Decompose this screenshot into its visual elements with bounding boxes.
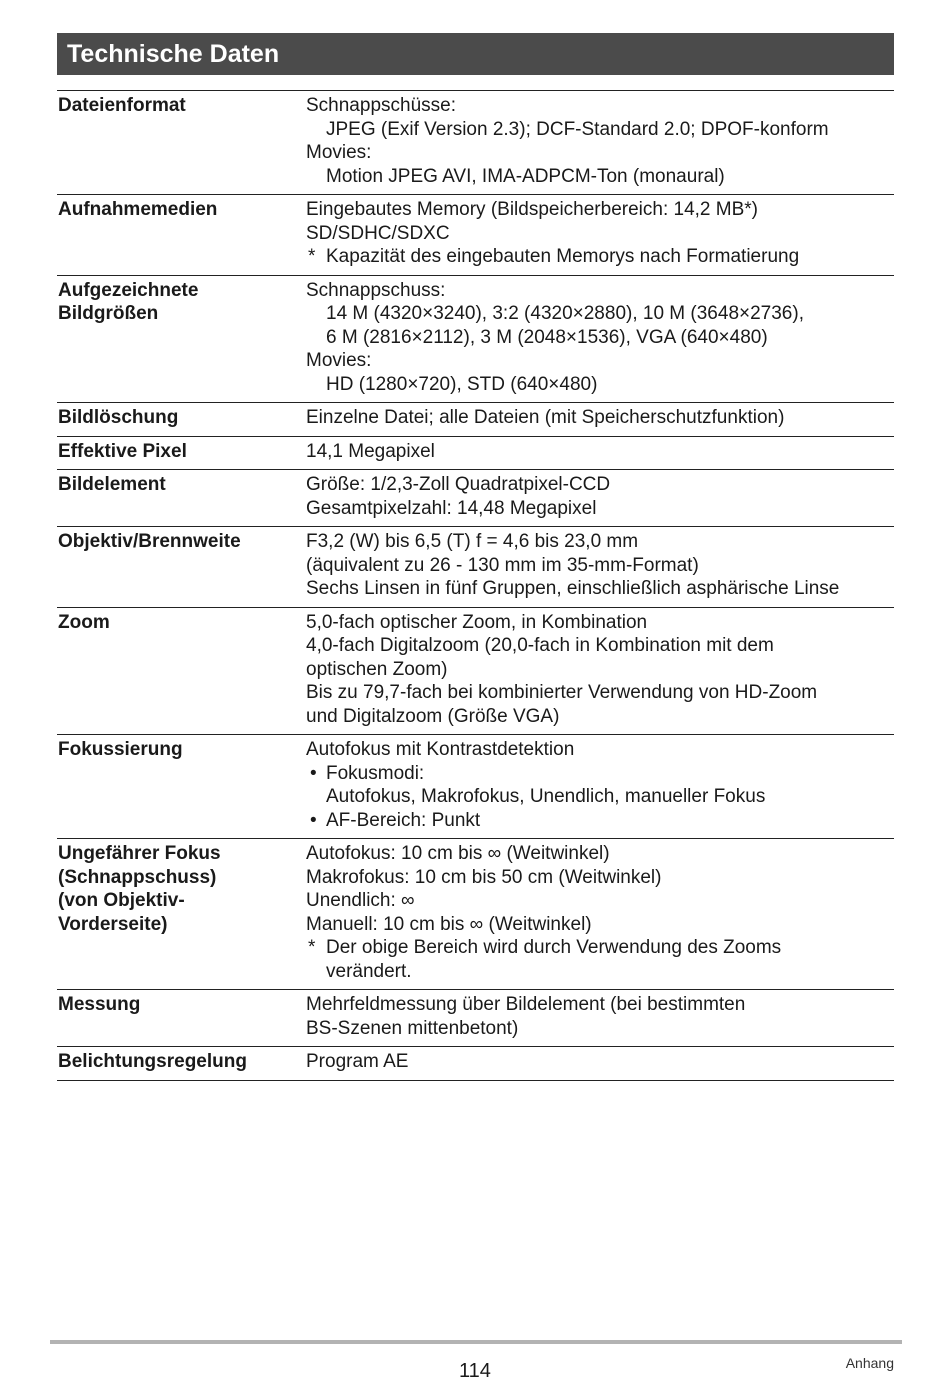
spec-row — [57, 437, 894, 471]
spec-value-line: Einzelne Datei; alle Dateien (mit Speicherschutzfunktion) — [306, 407, 785, 428]
spec-value-line: und Digitalzoom (Größe VGA) — [306, 705, 560, 727]
spec-label-line: Messung — [58, 994, 141, 1015]
spec-value-line: SD/SDHC/SDXC — [306, 222, 450, 244]
spec-label-line: Objektiv/Brennweite — [58, 531, 241, 552]
spec-value-line: Schnappschuss: — [306, 279, 446, 301]
page-title: Technische Daten — [57, 33, 894, 75]
spec-value-line: 5,0-fach optischer Zoom, in Kombination — [306, 611, 648, 633]
spec-label-line: Bildlöschung — [58, 407, 179, 428]
spec-value-line: optischen Zoom) — [306, 658, 448, 680]
spec-label — [57, 530, 306, 601]
spec-value-line: Movies: — [306, 142, 372, 163]
spec-row — [57, 470, 894, 527]
spec-label-line: Belichtungsregelung — [58, 1051, 247, 1072]
spec-value-line: 14,1 Megapixel — [306, 440, 435, 462]
page-number: 114 — [459, 1360, 491, 1382]
spec-value — [306, 530, 894, 601]
spec-value-line: • AF-Bereich: Punkt — [306, 809, 894, 833]
spec-value-line: Sechs Linsen in fünf Gruppen, einschließlich asphärische Linse — [306, 578, 840, 599]
spec-value-line: Mehrfeldmessung über Bildelement (bei bestimmten — [306, 994, 746, 1015]
spec-row — [57, 608, 894, 736]
spec-row — [57, 195, 894, 276]
spec-value-line: (äquivalent zu 26 - 130 mm im 35-mm-Format) — [306, 554, 699, 576]
spec-value — [306, 738, 894, 832]
spec-label-line: Fokussierung — [58, 739, 183, 760]
spec-value-line: JPEG (Exif Version 2.3); DCF-Standard 2.0; DPOF-konform — [326, 118, 829, 140]
spec-value-line: Manuell: 10 cm bis ∞ (Weitwinkel) — [306, 913, 592, 935]
spec-value — [306, 198, 894, 269]
spec-value — [306, 440, 894, 464]
spec-label-line: Bildgrößen — [58, 303, 159, 324]
spec-label — [57, 993, 306, 1040]
spec-label-line: Aufgezeichnete — [58, 279, 199, 301]
section-name: Anhang — [845, 1355, 894, 1371]
spec-value-line: Autofokus, Makrofokus, Unendlich, manueller Fokus — [326, 786, 766, 807]
spec-label — [57, 473, 306, 520]
spec-value-line: Eingebautes Memory (Bildspeicherbereich: 14,2 MB*) — [306, 199, 758, 220]
spec-value — [306, 279, 894, 397]
spec-label — [57, 198, 306, 269]
spec-value-line: Autofokus: 10 cm bis ∞ (Weitwinkel) — [306, 843, 610, 864]
spec-label-line: Aufnahmemedien — [58, 199, 218, 220]
spec-value-line: Schnappschüsse: — [306, 95, 456, 116]
footer-divider — [50, 1340, 902, 1344]
spec-label — [57, 611, 306, 729]
spec-value-line: verändert. — [326, 960, 412, 982]
spec-label — [57, 738, 306, 832]
spec-row — [57, 1047, 894, 1081]
spec-value — [306, 1050, 894, 1074]
spec-row — [57, 276, 894, 404]
spec-value-line: BS-Szenen mittenbetont) — [306, 1017, 519, 1039]
spec-value — [306, 473, 894, 520]
spec-row — [57, 91, 894, 195]
spec-label-line: Dateienformat — [58, 95, 186, 116]
spec-label — [57, 842, 306, 983]
spec-label-line: Ungefährer Fokus — [58, 843, 221, 864]
spec-label — [57, 406, 306, 430]
spec-value-line: 4,0-fach Digitalzoom (20,0-fach in Kombination mit dem — [306, 635, 774, 656]
spec-value-line: 14 M (4320×3240), 3:2 (4320×2880), 10 M (3648×2736), — [326, 303, 804, 324]
spec-label — [57, 279, 306, 397]
spec-value — [306, 406, 894, 430]
spec-label-line: (Schnappschuss) — [58, 866, 217, 888]
spec-value-line: Unendlich: ∞ — [306, 890, 415, 911]
spec-label — [57, 1050, 306, 1074]
spec-label — [57, 94, 306, 188]
spec-label-line: Zoom — [58, 611, 110, 633]
spec-value-line: * Der obige Bereich wird durch Verwendung des Zooms — [306, 936, 894, 960]
spec-value-line: * Kapazität des eingebauten Memorys nach Formatierung — [306, 245, 894, 269]
spec-row — [57, 839, 894, 990]
spec-label-line: Bildelement — [58, 474, 166, 495]
spec-row — [57, 403, 894, 437]
spec-value-line: HD (1280×720), STD (640×480) — [326, 373, 598, 395]
spec-value-line: Größe: 1/2,3-Zoll Quadratpixel-CCD — [306, 474, 611, 495]
spec-label — [57, 440, 306, 464]
spec-value-line: Motion JPEG AVI, IMA-ADPCM-Ton (monaural) — [326, 165, 725, 187]
spec-value-line: 6 M (2816×2112), 3 M (2048×1536), VGA (640×480) — [326, 326, 768, 348]
spec-row — [57, 527, 894, 608]
spec-value-line: Movies: — [306, 350, 372, 371]
spec-value — [306, 993, 894, 1040]
spec-row — [57, 735, 894, 839]
spec-value-line: Gesamtpixelzahl: 14,48 Megapixel — [306, 497, 597, 519]
spec-label-line: Vorderseite) — [58, 913, 168, 935]
spec-row — [57, 990, 894, 1047]
spec-value-line: Autofokus mit Kontrastdetektion — [306, 739, 575, 760]
spec-value — [306, 842, 894, 983]
spec-value-line: • Fokusmodi: — [306, 762, 894, 786]
spec-label-line: Effektive Pixel — [58, 440, 187, 462]
spec-label-line: (von Objektiv- — [58, 890, 185, 911]
spec-value-line: Makrofokus: 10 cm bis 50 cm (Weitwinkel) — [306, 866, 662, 888]
spec-value-line: Bis zu 79,7-fach bei kombinierter Verwendung von HD-Zoom — [306, 682, 818, 703]
spec-value — [306, 94, 894, 188]
spec-value-line: Program AE — [306, 1051, 409, 1072]
spec-value-line: F3,2 (W) bis 6,5 (T) f = 4,6 bis 23,0 mm — [306, 531, 639, 552]
spec-value — [306, 611, 894, 729]
spec-table — [57, 90, 894, 1081]
